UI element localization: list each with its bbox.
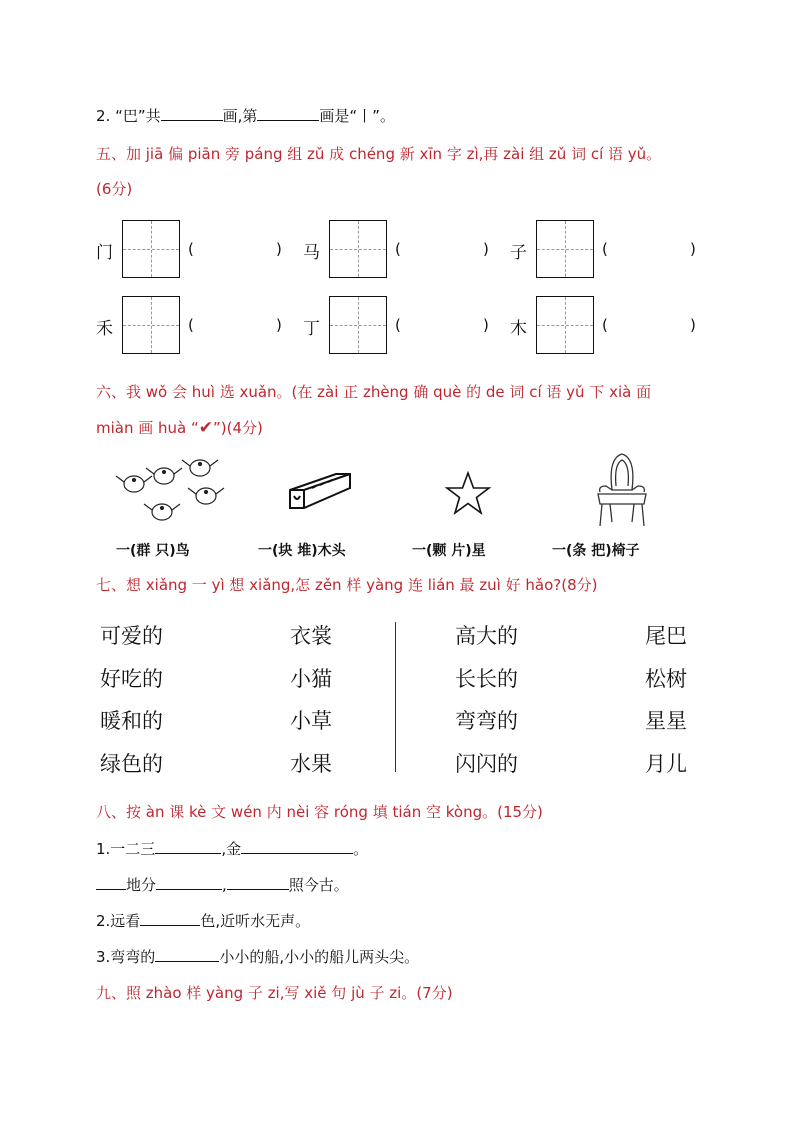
radical-char-2: 马	[303, 243, 320, 263]
match-left-adj-2[interactable]: 好吃的	[100, 667, 163, 691]
fill-line-3	[96, 910, 310, 931]
right-paren: )	[276, 240, 282, 258]
q2-text-b: 画,第	[222, 107, 258, 125]
armchair-picture	[592, 450, 652, 532]
match-left-adj-3[interactable]: 暖和的	[100, 709, 163, 733]
radical-char-4: 禾	[96, 319, 113, 339]
match-right-adj-4[interactable]: 闪闪的	[455, 752, 518, 776]
fill-line-2	[96, 874, 349, 895]
section-6-title-2	[96, 417, 263, 438]
section-6-title-2a: miàn 画 huà “	[96, 419, 199, 437]
left-paren: (	[395, 316, 401, 334]
left-paren: (	[188, 316, 194, 334]
fill-text: 照今古。	[288, 876, 349, 894]
left-paren: (	[188, 240, 194, 258]
right-paren: )	[276, 316, 282, 334]
match-right-noun-2[interactable]: 松树	[645, 667, 687, 691]
match-left-noun-3[interactable]: 小草	[290, 709, 332, 733]
match-left-noun-1[interactable]: 衣裳	[290, 624, 332, 648]
fill-text: 。	[353, 840, 369, 858]
section-6-title: 六、我 wǒ 会 huì 选 xuǎn。(在 zài 正 zhèng 确 què 的 de 词 cí 语 yǔ 下 xià 面	[96, 383, 652, 401]
fill-blank[interactable]	[156, 875, 222, 890]
fill-text: 小小的船,小小的船儿两头尖。	[219, 948, 420, 966]
caption-birds[interactable]: 一(群 只)鸟	[116, 543, 190, 559]
match-left-noun-4[interactable]: 水果	[290, 752, 332, 776]
caption-star[interactable]: 一(颗 片)星	[412, 543, 486, 559]
column-divider	[395, 622, 396, 772]
right-paren: )	[690, 240, 696, 258]
radical-char-5: 丁	[303, 319, 320, 339]
match-right-noun-1[interactable]: 尾巴	[645, 624, 687, 648]
birds-picture	[112, 452, 227, 530]
fill-blank[interactable]	[96, 875, 126, 890]
wood-log-picture	[286, 468, 356, 518]
radical-char-3: 子	[510, 243, 527, 263]
fill-blank[interactable]	[140, 911, 200, 926]
section-5-title: 五、加 jiā 偏 piān 旁 páng 组 zǔ 成 chéng 新 xīn 字 zì,再 zài 组 zǔ 词 cí 语 yǔ。	[96, 145, 662, 163]
match-left-noun-2[interactable]: 小猫	[290, 667, 332, 691]
q2-blank-1[interactable]	[161, 106, 223, 121]
check-mark-icon: ✔	[198, 418, 214, 438]
fill-text: 3.弯弯的	[96, 948, 156, 966]
fill-text: 色,近听水无声。	[200, 912, 311, 930]
tian-grid-box[interactable]	[329, 220, 387, 278]
match-left-adj-1[interactable]: 可爱的	[100, 624, 163, 648]
section-7-title: 七、想 xiǎng 一 yì 想 xiǎng,怎 zěn 样 yàng 连 lián 最 zuì 好 hǎo?(8分)	[96, 576, 598, 594]
tian-grid-box[interactable]	[329, 296, 387, 354]
right-paren: )	[483, 316, 489, 334]
star-picture	[444, 470, 492, 516]
match-right-adj-2[interactable]: 长长的	[455, 667, 518, 691]
radical-char-1: 门	[96, 243, 113, 263]
match-right-noun-3[interactable]: 星星	[645, 709, 687, 733]
fill-blank[interactable]	[155, 839, 221, 854]
fill-text: 2.远看	[96, 912, 141, 930]
fill-line-4	[96, 946, 419, 967]
q2-text-a: 2. “巴”共	[96, 107, 161, 125]
left-paren: (	[395, 240, 401, 258]
caption-wood[interactable]: 一(块 堆)木头	[258, 543, 346, 559]
fill-text: ,金	[221, 840, 242, 858]
tian-grid-box[interactable]	[536, 296, 594, 354]
right-paren: )	[690, 316, 696, 334]
question-2-line	[96, 105, 395, 126]
tian-grid-box[interactable]	[122, 296, 180, 354]
match-right-adj-1[interactable]: 高大的	[455, 624, 518, 648]
section-8-title: 八、按 àn 课 kè 文 wén 内 nèi 容 róng 填 tián 空 kòng。(15分)	[96, 803, 543, 821]
fill-blank[interactable]	[241, 839, 353, 854]
caption-chair[interactable]: 一(条 把)椅子	[552, 543, 640, 559]
left-paren: (	[602, 240, 608, 258]
fill-text: ,	[222, 876, 227, 894]
match-right-noun-4[interactable]: 月儿	[645, 752, 687, 776]
fill-text: 地分	[126, 876, 157, 894]
fill-blank[interactable]	[227, 875, 289, 890]
tian-grid-box[interactable]	[122, 220, 180, 278]
right-paren: )	[483, 240, 489, 258]
tian-grid-box[interactable]	[536, 220, 594, 278]
q2-text-c: 画是“丨”。	[319, 107, 395, 125]
match-left-adj-4[interactable]: 绿色的	[100, 752, 163, 776]
q2-blank-2[interactable]	[257, 106, 319, 121]
fill-line-1	[96, 838, 368, 859]
match-right-adj-3[interactable]: 弯弯的	[455, 709, 518, 733]
radical-char-6: 木	[510, 319, 527, 339]
left-paren: (	[602, 316, 608, 334]
section-9-title: 九、照 zhào 样 yàng 子 zi,写 xiě 句 jù 子 zi。(7分)	[96, 984, 453, 1002]
fill-blank[interactable]	[155, 947, 219, 962]
section-5-score: (6分)	[96, 180, 133, 198]
fill-text: 1.一二三	[96, 840, 156, 858]
section-6-title-2b: ”)(4分)	[213, 419, 263, 437]
